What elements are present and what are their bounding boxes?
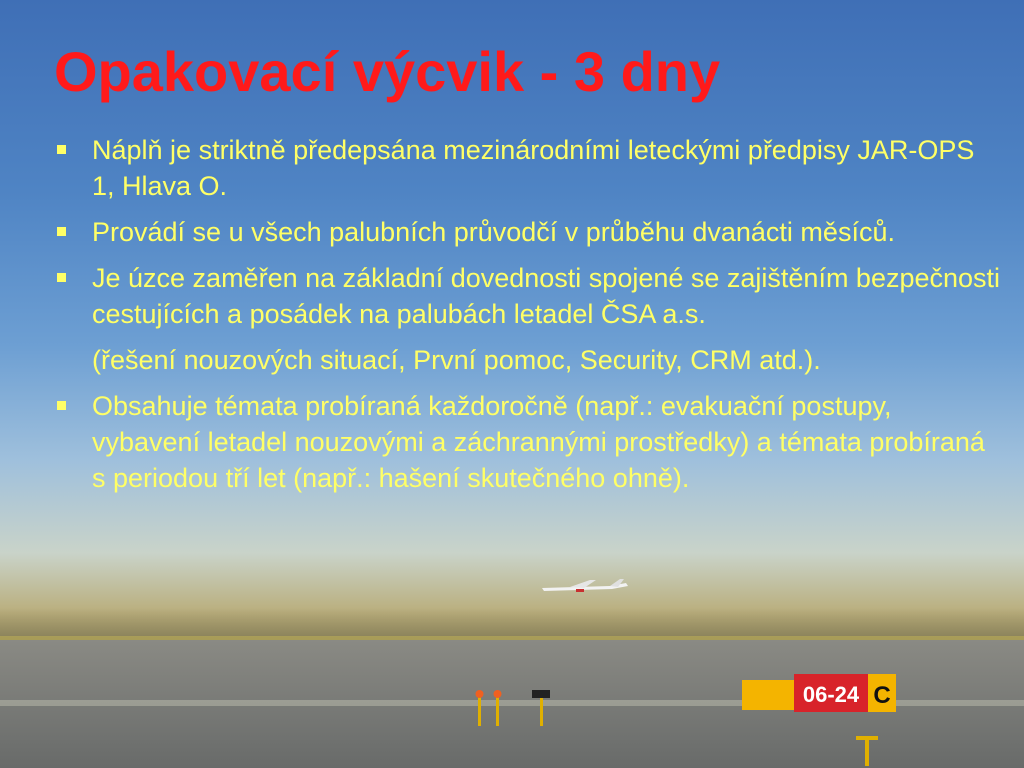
bullet-text: Náplň je striktně předepsána mezinárodními leteckými předpisy JAR-OPS 1, Hlava O. <box>92 135 975 201</box>
bullet-list <box>54 132 1004 506</box>
list-item <box>54 260 1004 332</box>
list-item <box>54 132 1004 204</box>
bullet-square-icon <box>57 273 66 282</box>
bullet-text: Provádí se u všech palubních průvodčí v průběhu dvanácti měsíců. <box>92 217 895 247</box>
bullet-text: Obsahuje témata probíraná každoročně (např.: evakuační postupy, vybavení letadel nouzovými a záchrannými prostředky) a témata probíraná s periodou tří let (např.: hašení skutečného ohně). <box>92 391 985 493</box>
sub-note <box>54 342 1004 378</box>
runway-sign-letter: C <box>873 682 891 709</box>
bullet-text: Je úzce zaměřen na základní dovednosti spojené se zajištěním bezpečnosti cestujících a posádek na palubách letadel ČSA a.s. <box>92 263 1001 329</box>
list-item <box>54 388 1004 496</box>
bullet-square-icon <box>57 227 66 236</box>
runway-sign-number: 06-24 <box>802 682 860 707</box>
bullet-square-icon <box>57 145 66 154</box>
sub-note-text: (řešení nouzových situací, První pomoc, Security, CRM atd.). <box>92 345 821 375</box>
list-item <box>54 214 1004 250</box>
slide-title: Opakovací výcvik - 3 dny <box>54 40 721 103</box>
bullet-square-icon <box>57 401 66 410</box>
